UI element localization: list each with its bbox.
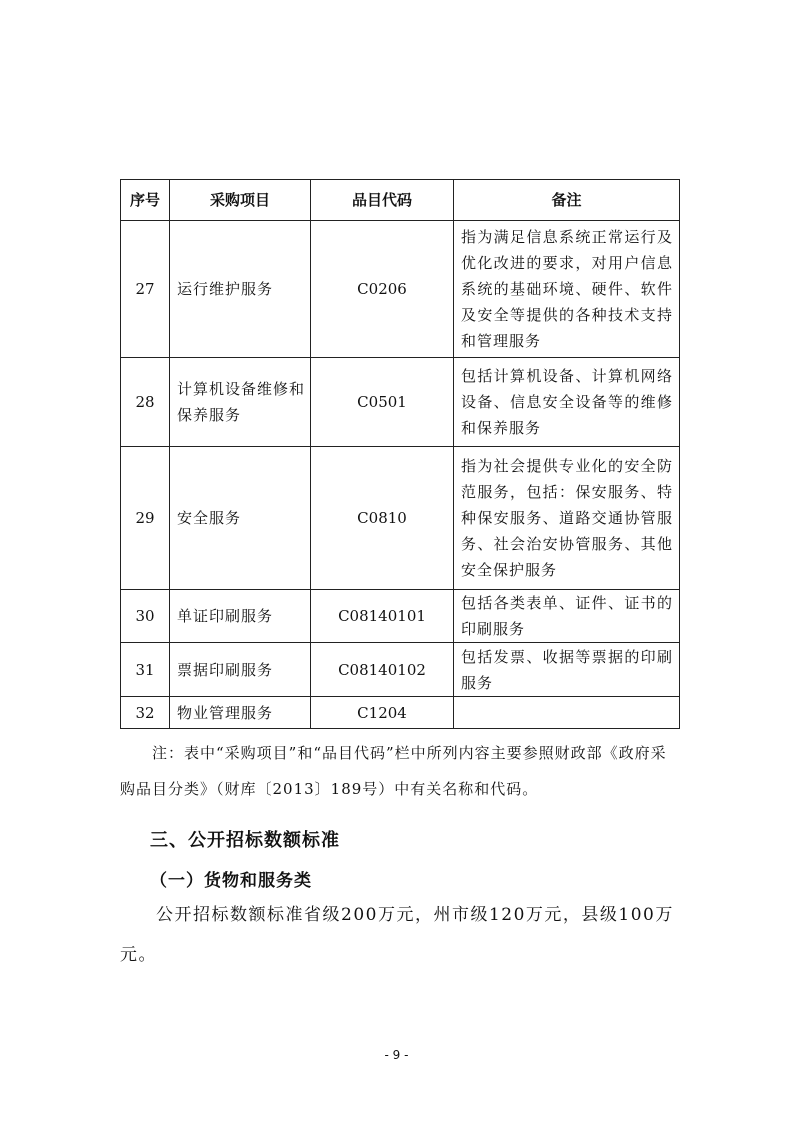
row-no: 31 [121,643,170,697]
table-row [121,447,680,590]
row-note: 包括各类表单、证件、证书的印刷服务 [454,590,680,643]
row-no: 28 [121,358,170,447]
row-note: 包括计算机设备、计算机网络设备、信息安全设备等的维修和保养服务 [454,358,680,447]
row-item: 票据印刷服务 [170,643,311,697]
row-no: 32 [121,697,170,729]
header-item: 采购项目 [170,180,311,221]
table-footnote: 注：表中“采购项目”和“品目代码”栏中所列内容主要参照财政部《政府采购品目分类》（财库〔2013〕189号）中有关名称和代码。 [120,744,667,798]
row-code: C0206 [311,221,454,358]
row-item: 安全服务 [170,447,311,590]
row-note: 指为满足信息系统正常运行及优化改进的要求，对用户信息系统的基础环境、硬件、软件及安全等提供的各种技术支持和管理服务 [454,221,680,358]
table-row [121,221,680,358]
row-item: 单证印刷服务 [170,590,311,643]
table-row [121,358,680,447]
row-item: 计算机设备维修和保养服务 [170,358,311,447]
page-number: - 9 - [384,1048,409,1062]
row-code: C08140102 [311,643,454,697]
row-code: C08140101 [311,590,454,643]
row-code: C0501 [311,358,454,447]
sub-heading: （一）货物和服务类 [150,871,312,891]
row-note: 包括发票、收据等票据的印刷服务 [454,643,680,697]
table-row [121,643,680,697]
row-no: 29 [121,447,170,590]
row-item: 运行维护服务 [170,221,311,358]
body-paragraph: 公开招标数额标准省级200万元，州市级120万元，县级100万元。 [120,905,674,965]
row-note: 指为社会提供专业化的安全防范服务，包括：保安服务、特种保安服务、道路交通协管服务、社会治安协管服务、其他安全保护服务 [454,447,680,590]
table-row [121,590,680,643]
row-no: 30 [121,590,170,643]
header-no: 序号 [121,180,170,221]
procurement-table [120,179,680,729]
header-note: 备注 [454,180,680,221]
row-no: 27 [121,221,170,358]
table-row [121,697,680,729]
header-code: 品目代码 [311,180,454,221]
row-code: C1204 [311,697,454,729]
row-item: 物业管理服务 [170,697,311,729]
row-code: C0810 [311,447,454,590]
table-header-row [121,180,680,221]
section-heading: 三、公开招标数额标准 [150,830,340,851]
row-note [454,697,680,729]
